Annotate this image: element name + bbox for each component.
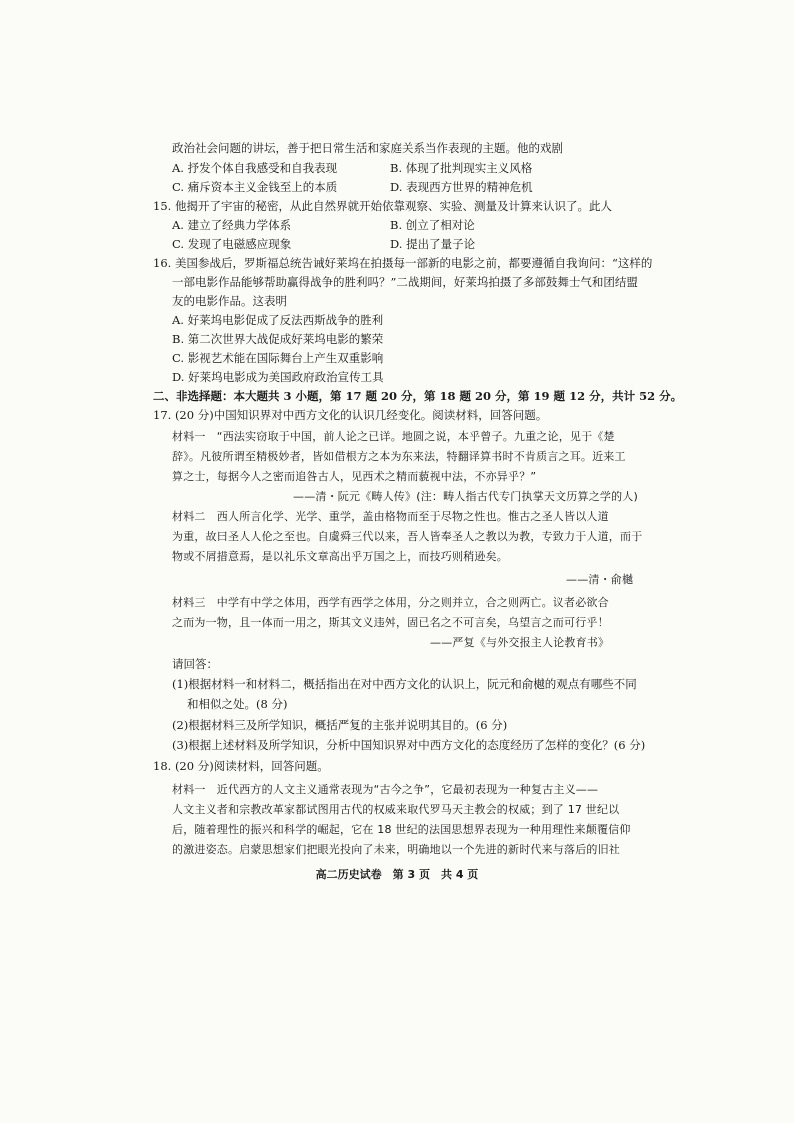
q18-material1-line3: 后，随着理性的振兴和科学的崛起，它在 18 世纪的法国思想界表现为一种用理性来颠覆信仰 xyxy=(172,823,631,836)
page-footer: 高二历史试卷 第 3 页 共 4 页 xyxy=(315,868,479,881)
q17-material1-line3: 算之士，每据今人之密而追咎古人，见西术之精而藐视中法，不亦异乎？” xyxy=(172,470,537,483)
q17-material3-line1: 材料三 中学有中学之体用，西学有西学之体用，分之则并立，合之则两亡。议者必欲合 xyxy=(172,596,609,609)
q17-material3-source: ——严复《与外交报主人论教育书》 xyxy=(430,636,610,649)
q14-option-b: B. 体现了批判现实主义风格 xyxy=(390,161,533,175)
q18-material1-line4: 的激进姿态。启蒙思想家们把眼光投向了未来，明确地以一个先进的新时代来与落后的旧社 xyxy=(172,843,620,856)
q14-stem-tail: 政治社会问题的讲坛，善于把日常生活和家庭关系当作表现的主题。他的戏剧 xyxy=(172,141,563,155)
q15-option-c: C. 发现了电磁感应现象 xyxy=(172,237,292,251)
q14-option-d: D. 表现西方世界的精神危机 xyxy=(390,180,533,194)
q14-option-c: C. 痛斥资本主义金钱至上的本质 xyxy=(172,180,338,194)
q17-part2: (2)根据材料三及所学知识，概括严复的主张并说明其目的。(6 分) xyxy=(172,718,508,732)
q17-material1-line1: 材料一 “西法实窃取于中国，前人论之已详。地圆之说，本乎曾子。九重之论，见于《楚 xyxy=(172,430,615,443)
section-2-heading: 二、非选择题：本大题共 3 小题，第 17 题 20 分，第 18 题 20 分，第 19 题 12 分，共计 52 分。 xyxy=(153,389,683,403)
q15-option-d: D. 提出了量子论 xyxy=(390,237,476,251)
q17-part1-line2: 和相似之处。(8 分) xyxy=(187,697,288,711)
q17-material2-line1: 材料二 西人所言化学、光学、重学，盖由格物而至于尽物之性也。惟古之圣人皆以人道 xyxy=(172,510,609,523)
q17-material2-line2: 为重，故曰圣人人伦之至也。自虞舜三代以来，吾人皆奉圣人之教以为教，专致力于人道，而于 xyxy=(172,530,643,543)
q16-option-d: D. 好莱坞电影成为美国政府政治宣传工具 xyxy=(172,370,384,384)
q18-stem: 18. (20 分)阅读材料，回答问题。 xyxy=(153,759,329,773)
q16-option-a: A. 好莱坞电影促成了反法西斯战争的胜利 xyxy=(172,313,384,327)
q16-option-b: B. 第二次世界大战促成好莱坞电影的繁荣 xyxy=(172,332,384,346)
q17-part3: (3)根据上述材料及所学知识，分析中国知识界对中西方文化的态度经历了怎样的变化？(6 分) xyxy=(172,738,646,752)
q17-material3-line2: 之而为一物，且一体而一用之，斯其文义违舛，固已名之不可言矣，乌望言之而可行乎！ xyxy=(172,616,609,629)
q17-material2-source: ——清・俞樾 xyxy=(566,573,634,586)
q17-ask-label: 请回答： xyxy=(172,657,218,671)
q18-material1-line1: 材料一 近代西方的人文主义通常表现为“古今之争”，它最初表现为一种复古主义—— xyxy=(172,783,599,796)
q17-part1-line1: (1)根据材料一和材料二，概括指出在对中西方文化的认识上，阮元和俞樾的观点有哪些不同 xyxy=(172,677,637,691)
q17-stem: 17. (20 分)中国知识界对中西方文化的认识几经变化。阅读材料，回答问题。 xyxy=(153,408,548,422)
q17-material2-line3: 物或不屑措意焉，是以礼乐文章高出乎万国之上，而技巧则稍逊矣。 xyxy=(172,550,508,563)
q17-material1-line2: 辞》。凡彼所谓至精极妙者，皆如借根方之本为东来法，特翻译算书时不肯质言之耳。近来工 xyxy=(172,450,626,463)
q18-material1-line2: 人文主义者和宗教改革家都试图用古代的权威来取代罗马天主教会的权威；到了 17 世纪以 xyxy=(172,803,620,816)
q16-stem-line3: 友的电影作品。这表明 xyxy=(172,294,287,308)
q15-option-a: A. 建立了经典力学体系 xyxy=(172,218,292,232)
q16-option-c: C. 影视艺术能在国际舞台上产生双重影响 xyxy=(172,351,384,365)
q17-material1-source: ——清・阮元《畴人传》(注：畴人指古代专门执掌天文历算之学的人) xyxy=(293,490,638,503)
q16-stem-line1: 16. 美国参战后，罗斯福总统告诫好莱坞在拍摄每一部新的电影之前，都要遵循自我询问：“这样的 xyxy=(153,256,653,270)
q15-option-b: B. 创立了相对论 xyxy=(390,218,475,232)
q15-stem: 15. 他揭开了宇宙的秘密，从此自然界就开始依靠观察、实验、测量及计算来认识了。此人 xyxy=(153,199,612,213)
q14-option-a: A. 抒发个体自我感受和自我表现 xyxy=(172,161,338,175)
q16-stem-line2: 一部电影作品能够帮助赢得战争的胜利吗？”二战期间，好莱坞拍摄了多部鼓舞士气和团结盟 xyxy=(172,275,638,289)
